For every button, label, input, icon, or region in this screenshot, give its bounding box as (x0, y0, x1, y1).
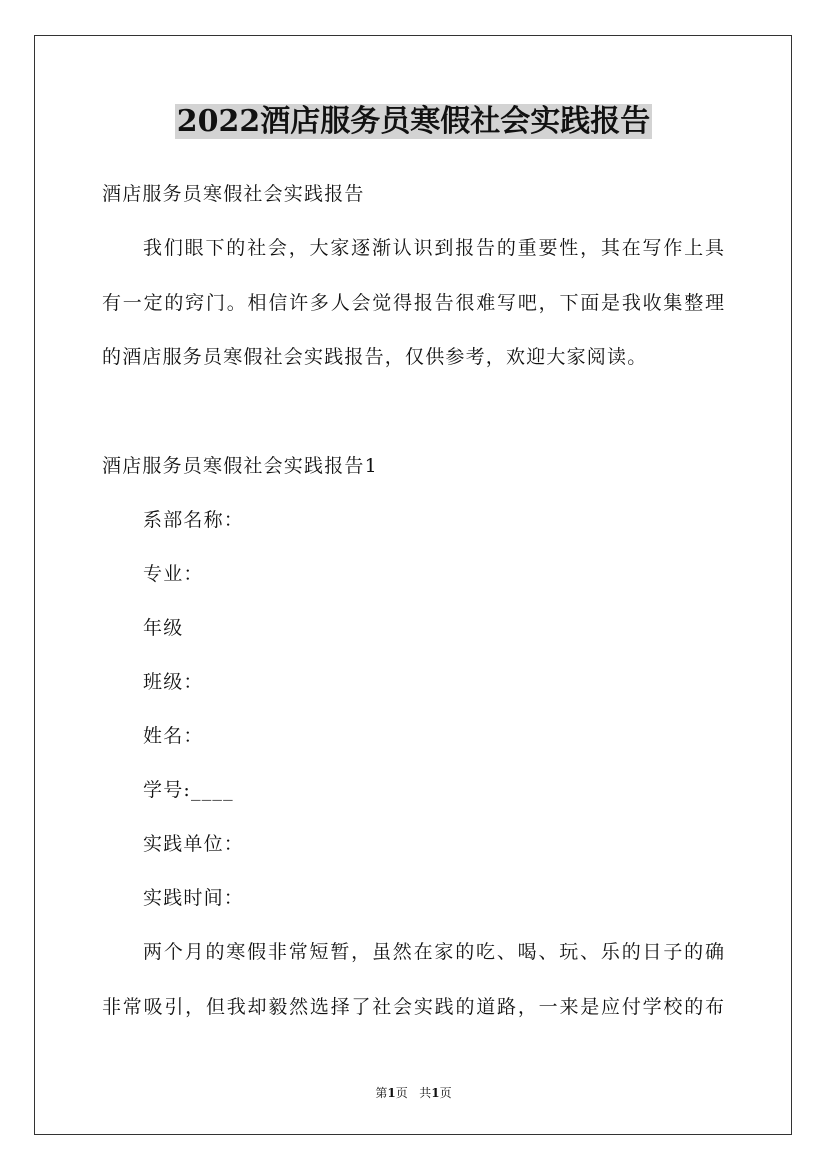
body-line: 非常吸引，但我却毅然选择了社会实践的道路，一来是应付学校的布 (102, 996, 724, 1018)
intro-line: 的酒店服务员寒假社会实践报告，仅供参考，欢迎大家阅读。 (102, 346, 648, 368)
intro-line: 有一定的窍门。相信许多人会觉得报告很难写吧，下面是我收集整理 (102, 292, 724, 314)
field-grade: 年级 (143, 617, 184, 639)
field-practice-time: 实践时间： (143, 887, 245, 909)
document-title (0, 100, 827, 144)
intro-line: 我们眼下的社会，大家逐渐认识到报告的重要性，其在写作上具 (143, 237, 724, 259)
footer-total-prefix: 共 (419, 1086, 432, 1100)
field-department: 系部名称： (143, 509, 245, 531)
footer-page-suffix: 页 (395, 1086, 408, 1100)
body-line: 两个月的寒假非常短暂，虽然在家的吃、喝、玩、乐的日子的确 (143, 941, 724, 963)
page-footer (0, 1084, 827, 1102)
title-text: 2022酒店服务员寒假社会实践报告 (176, 104, 651, 139)
field-practice-unit: 实践单位： (143, 833, 245, 855)
footer-total-number: 1 (431, 1086, 440, 1100)
footer-total-suffix: 页 (439, 1086, 452, 1100)
footer-page-number: 1 (387, 1086, 396, 1100)
section-heading: 酒店服务员寒假社会实践报告1 (102, 455, 378, 477)
subtitle: 酒店服务员寒假社会实践报告 (102, 183, 365, 205)
footer-page-prefix: 第 (375, 1086, 388, 1100)
field-student-id: 学号:____ (143, 779, 234, 801)
field-major: 专业： (143, 563, 204, 585)
field-class: 班级： (143, 671, 204, 693)
field-name: 姓名： (143, 725, 204, 747)
